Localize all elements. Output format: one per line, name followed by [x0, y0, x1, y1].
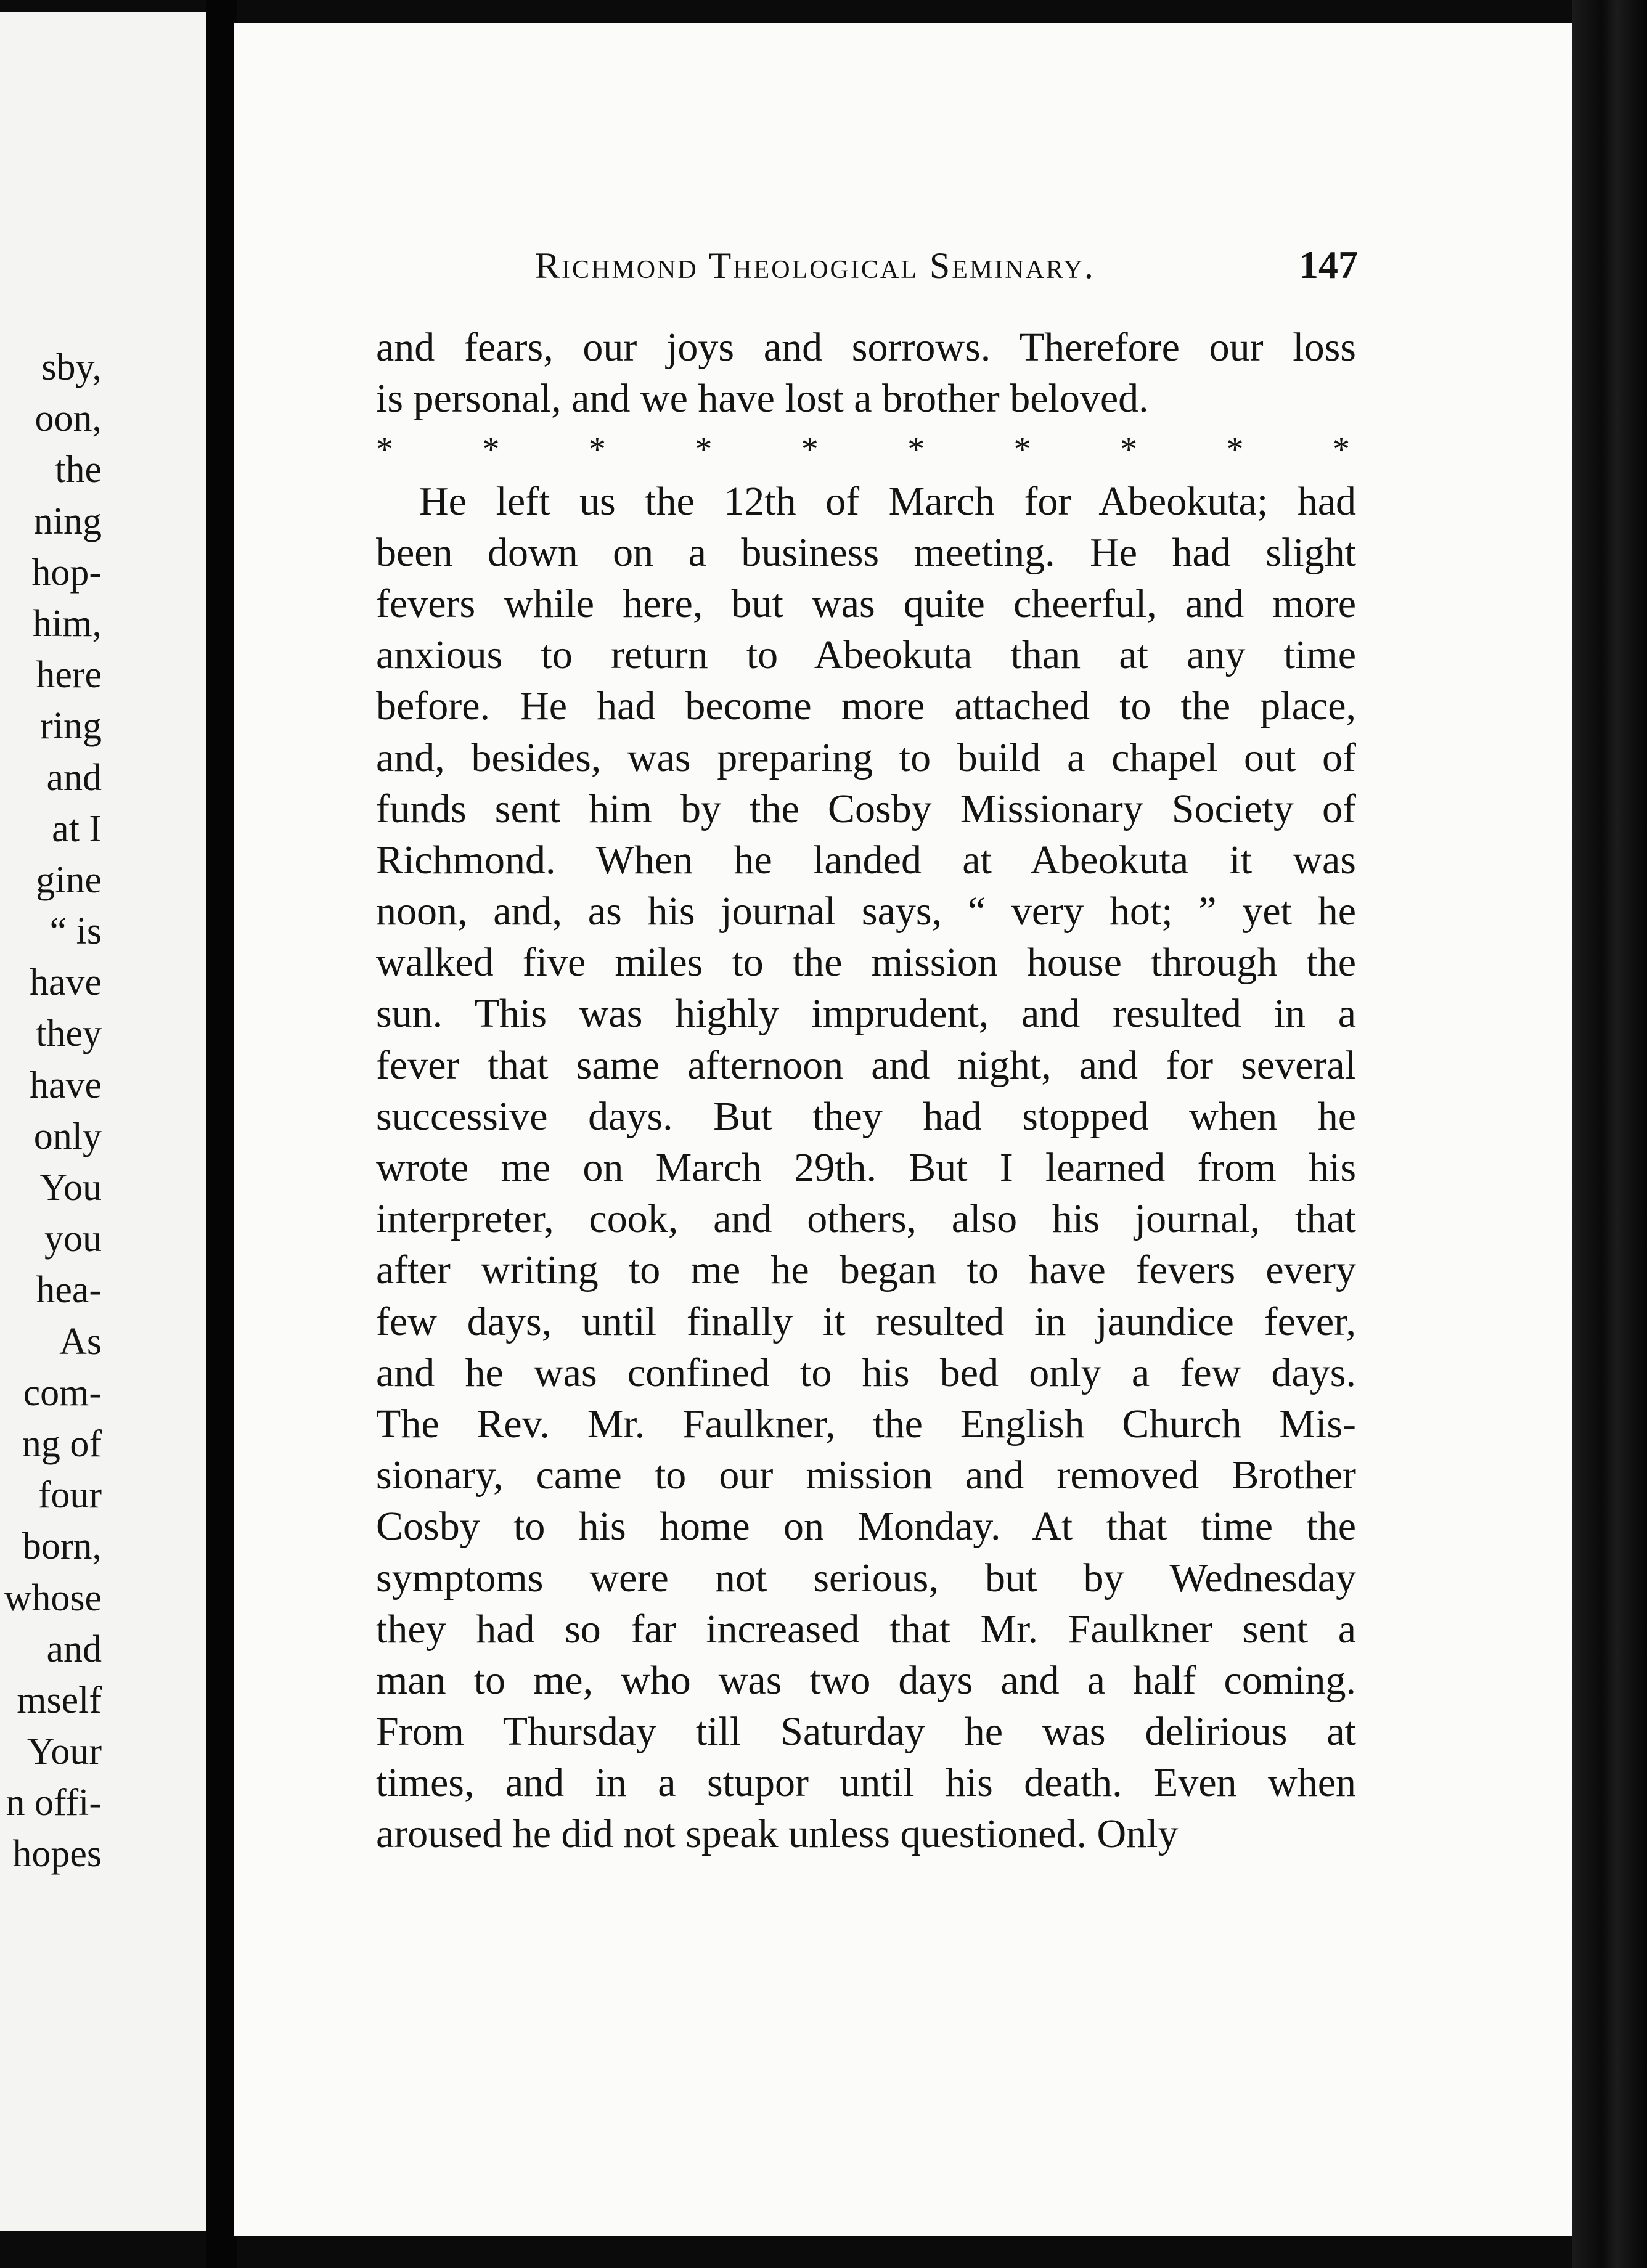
left-fragment: they — [36, 1013, 102, 1055]
section-separator — [376, 424, 1356, 475]
text-line: From Thursday till Saturday he was delirious at — [376, 1709, 1356, 1755]
page-edge-shadow — [1572, 0, 1647, 2268]
left-fragment: born, — [22, 1525, 102, 1568]
text-line: and fears, our joys and sorrows. Therefore our loss — [376, 325, 1356, 370]
text-line: He left us the 12th of March for Abeokuta; had — [419, 478, 1356, 524]
left-fragment: ring — [40, 705, 102, 748]
separator-asterisk: * — [907, 430, 925, 469]
text-line: Richmond. When he landed at Abeokuta it was — [376, 837, 1356, 883]
text-line: fevers while here, but was quite cheerful, and more — [376, 581, 1356, 626]
running-title: Richmond Theological Seminary. — [535, 245, 1095, 286]
left-fragment: whose — [4, 1577, 102, 1619]
left-fragment: have — [29, 1064, 102, 1106]
left-fragment: have — [29, 961, 102, 1004]
text-line: symptoms were not serious, but by Wednesday — [376, 1555, 1356, 1601]
left-fragment: here — [36, 654, 102, 696]
left-fragment: hop- — [31, 551, 102, 594]
text-line: noon, and, as his journal says, “ very hot; ” yet he — [376, 889, 1356, 934]
left-fragment: ning — [33, 500, 102, 542]
text-line: man to me, who was two days and a half coming. — [376, 1657, 1356, 1703]
text-line: is personal, and we have lost a brother beloved. — [376, 376, 1149, 422]
left-page-fragments — [0, 342, 206, 1880]
text-line: interpreter, cook, and others, also his journal, that — [376, 1196, 1356, 1242]
left-fragment: You — [39, 1167, 102, 1209]
left-fragment: “ is — [49, 910, 102, 953]
text-line: sionary, came to our mission and removed Brother — [376, 1453, 1356, 1498]
page-header — [535, 242, 1358, 298]
separator-asterisk: * — [801, 430, 819, 469]
left-fragment: hea- — [36, 1269, 102, 1311]
separator-asterisk: * — [1120, 430, 1138, 469]
separator-asterisk: * — [1013, 430, 1031, 469]
text-line: successive days. But they had stopped when he — [376, 1093, 1356, 1139]
left-fragment: Your — [27, 1731, 102, 1773]
text-line: aroused he did not speak unless questioned. Only — [376, 1811, 1179, 1857]
left-fragment: mself — [17, 1679, 102, 1721]
left-fragment: at I — [52, 807, 102, 850]
left-fragment: gine — [36, 859, 102, 901]
text-line: fever that same afternoon and night, and for several — [376, 1042, 1356, 1088]
left-fragment: and — [46, 1628, 102, 1670]
left-page — [0, 12, 206, 2231]
text-line: sun. This was highly imprudent, and resulted in a — [376, 991, 1356, 1037]
text-line: been down on a business meeting. He had slight — [376, 529, 1356, 575]
text-line: The Rev. Mr. Faulkner, the English Church Mis- — [376, 1401, 1356, 1446]
separator-asterisk: * — [1332, 430, 1350, 469]
text-line: and he was confined to his bed only a few days. — [376, 1350, 1356, 1395]
text-line: few days, until finally it resulted in jaundice fever, — [376, 1299, 1356, 1344]
separator-asterisk: * — [588, 430, 606, 469]
separator-asterisk: * — [376, 430, 393, 469]
separator-asterisk: * — [695, 430, 713, 469]
body-text — [376, 322, 1356, 1860]
left-fragment: hopes — [12, 1833, 102, 1875]
book-gutter — [206, 0, 237, 2268]
left-fragment: and — [46, 756, 102, 799]
left-fragment: n offi- — [6, 1782, 102, 1824]
text-line: funds sent him by the Cosby Missionary Society of — [376, 786, 1356, 831]
text-line: walked five miles to the mission house through the — [376, 940, 1356, 985]
left-fragment: four — [38, 1474, 102, 1517]
separator-asterisk: * — [1226, 430, 1244, 469]
left-fragment: ng of — [22, 1422, 102, 1465]
left-fragment: you — [44, 1218, 102, 1260]
separator-asterisk: * — [482, 430, 500, 469]
left-fragment: only — [33, 1115, 102, 1157]
text-line: after writing to me he began to have fevers every — [376, 1247, 1356, 1293]
text-line: wrote me on March 29th. But I learned from his — [376, 1145, 1356, 1190]
left-fragment: the — [55, 449, 102, 491]
page-number: 147 — [1299, 243, 1358, 287]
text-line: anxious to return to Abeokuta than at any time — [376, 632, 1356, 678]
text-line: before. He had become more attached to the place, — [376, 683, 1356, 729]
text-line: and, besides, was preparing to build a chapel out of — [376, 735, 1356, 780]
left-fragment: com- — [23, 1371, 102, 1414]
left-fragment: As — [59, 1320, 102, 1363]
left-fragment: him, — [33, 602, 102, 645]
left-fragment: oon, — [35, 398, 102, 440]
left-fragment: sby, — [41, 346, 102, 388]
text-line: times, and in a stupor until his death. Even when — [376, 1760, 1356, 1806]
text-line: Cosby to his home on Monday. At that time the — [376, 1504, 1356, 1549]
text-line: they had so far increased that Mr. Faulkner sent a — [376, 1606, 1356, 1652]
